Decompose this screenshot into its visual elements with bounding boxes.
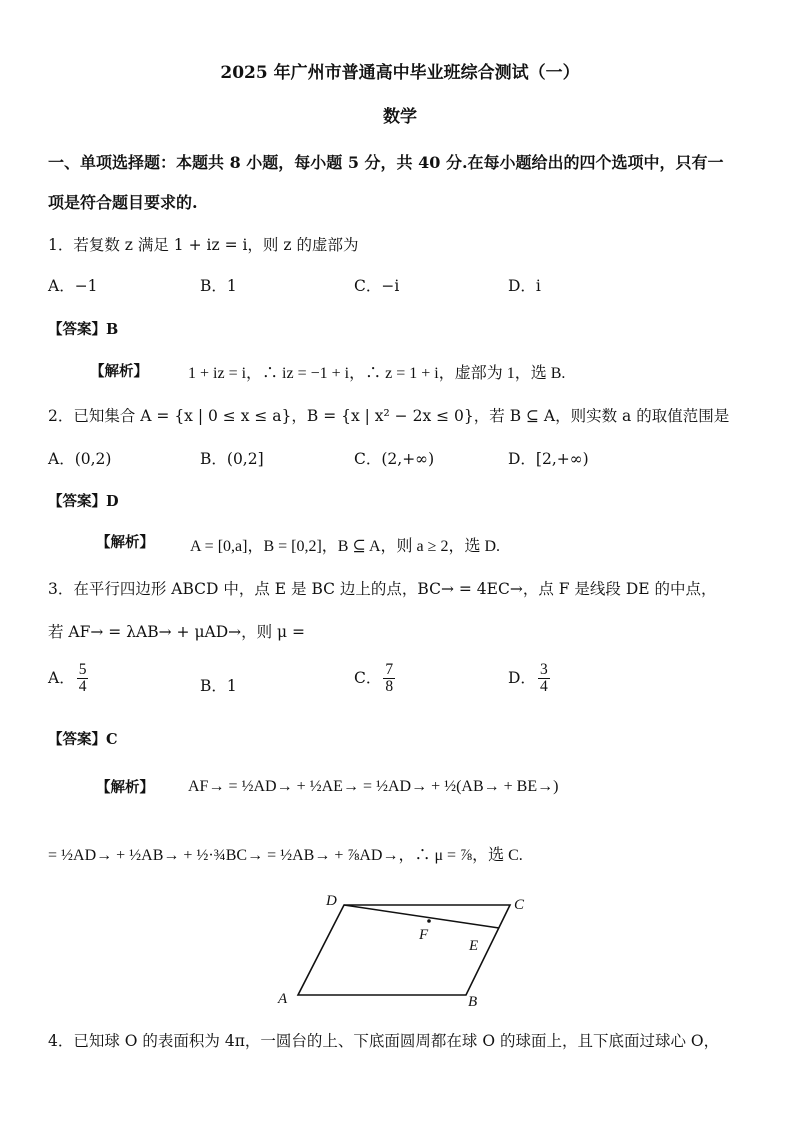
q1-stem: 1．若复数 z 满足 1 + iz = i，则 z 的虚部为: [48, 236, 359, 254]
q1-option-b: B．1: [200, 277, 237, 295]
label-b: B: [468, 994, 478, 1010]
q2-option-c: C．(2,+∞): [354, 450, 435, 468]
section-heading-line2: 项是符合题目要求的.: [48, 193, 198, 212]
q3-option-c-label: C．: [354, 668, 382, 687]
q3-option-a-label: A．: [48, 668, 75, 687]
page-title: 2025 年广州市普通高中毕业班综合测试（一）: [220, 63, 580, 83]
q1-option-c: C．−i: [354, 277, 400, 295]
q3-option-a: [48, 662, 90, 696]
q3-analysis-label: 【解析】: [96, 779, 154, 796]
q3-analysis-line1: AF→ = ½AD→ + ½AE→ = ½AD→ + ½(AB→ + BE→): [188, 778, 559, 795]
point-f: [427, 919, 431, 923]
q2-option-d: D．[2,+∞): [508, 450, 589, 468]
q1-option-a: A．−1: [48, 277, 98, 295]
section-heading-line1: 一、单项选择题：本题共 8 小题，每小题 5 分，共 40 分.在每小题给出的四个选项中，只有一: [48, 153, 724, 172]
q3-option-d: [508, 662, 552, 696]
q3-option-c: [354, 662, 397, 696]
q2-option-a: A．(0,2): [48, 450, 112, 468]
label-a: A: [278, 991, 288, 1007]
q1-option-d: D．i: [508, 277, 541, 295]
q3-option-b: B．1: [200, 677, 237, 695]
q1-analysis: 1 + iz = i，∴ iz = −1 + i，∴ z = 1 + i，虚部为 1，选 B.: [188, 365, 566, 382]
label-d: D: [326, 893, 337, 909]
q1-answer: 【答案】B: [48, 321, 119, 338]
subject-title: 数学: [383, 107, 417, 127]
q3-answer: 【答案】C: [48, 731, 118, 748]
q2-option-b: B．(0,2]: [200, 450, 264, 468]
segment-de: [344, 905, 499, 928]
label-e: E: [469, 938, 479, 954]
q3-option-a-fraction: $\frac{5}{4}$: [78, 661, 87, 696]
q3-stem-line1: 3．在平行四边形 ABCD 中，点 E 是 BC 边上的点，BC→ = 4EC→，点 F 是线段 DE 的中点，: [48, 580, 717, 598]
q2-answer: 【答案】D: [48, 493, 119, 510]
q3-option-c-fraction: $\frac{7}{8}$: [385, 661, 394, 696]
label-f: F: [419, 927, 429, 943]
parallelogram-abcd: [298, 905, 510, 995]
q2-analysis: A = [0,a]，B = [0,2]，B ⊆ A，则 a ≥ 2，选 D.: [190, 538, 500, 555]
q3-option-d-fraction: $\frac{3}{4}$: [539, 661, 548, 696]
parallelogram-figure: [270, 888, 540, 1010]
q3-option-d-label: D．: [508, 668, 536, 687]
q1-analysis-label: 【解析】: [90, 363, 148, 380]
q2-stem: 2．已知集合 A = {x | 0 ≤ x ≤ a}，B = {x | x² − 2x ≤ 0}，若 B ⊆ A，则实数 a 的取值范围是: [48, 407, 730, 425]
q4-stem: 4．已知球 O 的表面积为 4π，一圆台的上、下底面圆周都在球 O 的球面上，且下底面过球心 O，: [48, 1032, 720, 1050]
q3-stem-line2: 若 AF→ = λAB→ + μAD→，则 μ =: [48, 623, 306, 641]
label-c: C: [514, 897, 525, 913]
q2-analysis-label: 【解析】: [96, 534, 154, 551]
q3-analysis-line2: = ½AD→ + ½AB→ + ½·¾BC→ = ½AB→ + ⅞AD→，∴ μ = ⅞，选 C.: [48, 847, 523, 864]
